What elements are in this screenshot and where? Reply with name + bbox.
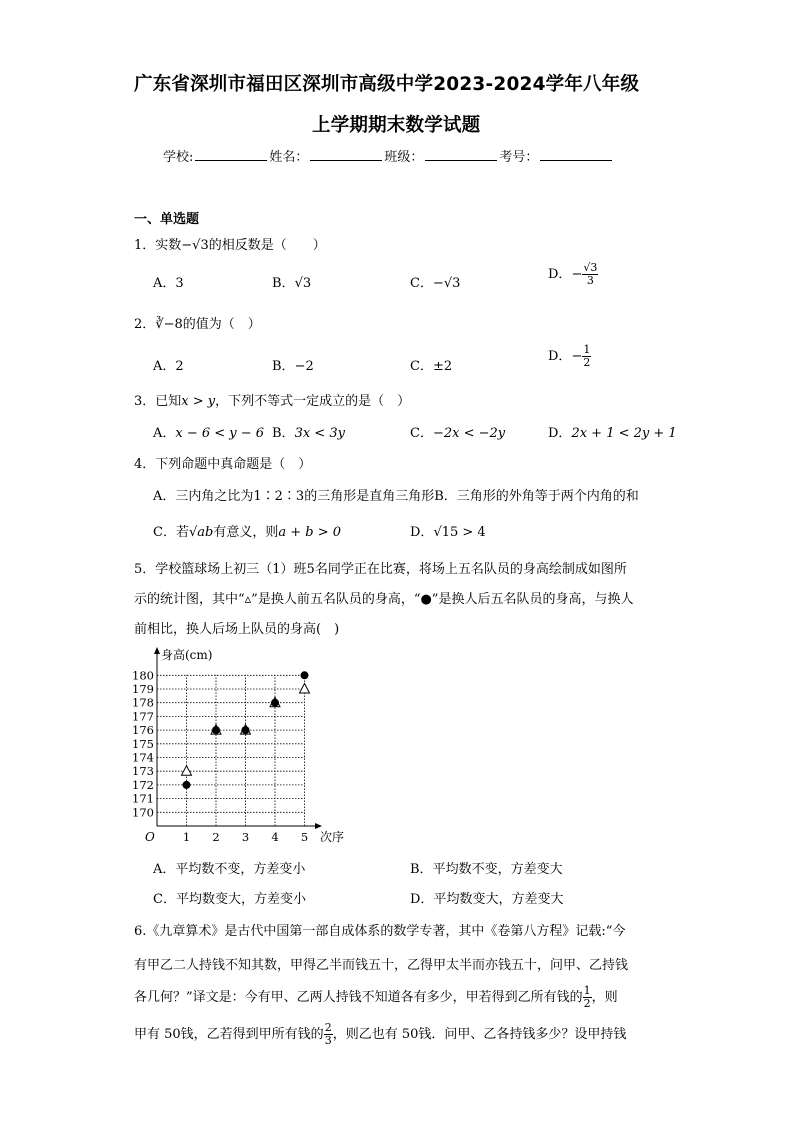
y-tick-label: 170 (132, 805, 154, 820)
option-label: D． (410, 892, 434, 907)
q4-option-c[interactable] (153, 521, 341, 540)
y-tick-label: 171 (132, 791, 154, 806)
option-value: 平均数变大，方差变小 (175, 892, 306, 907)
q3-stem (134, 390, 410, 409)
option-math: √15 > 4 (433, 525, 486, 540)
y-tick-label: 175 (132, 736, 154, 751)
y-tick-label: 174 (132, 750, 154, 765)
x-tick-label: 3 (241, 830, 250, 844)
page-title-line1: 广东省深圳市福田区深圳市高级中学2023-2024学年八年级 (134, 74, 640, 95)
option-label: D． (548, 349, 572, 364)
q2-stem-math: ∛−8 (155, 317, 183, 332)
option-value: √3 (294, 276, 312, 291)
q5-option-c[interactable] (153, 888, 306, 907)
fraction-denominator: 2 (583, 356, 591, 369)
class-blank[interactable] (425, 148, 497, 161)
q2-stem: 2．∛−8的值为（ ） (134, 317, 261, 332)
option-label: B． (272, 359, 295, 374)
y-tick-label: 173 (132, 764, 154, 779)
x-tick-label: 1 (182, 830, 191, 844)
page-title-line2: 上学期期末数学试题 (312, 115, 481, 136)
y-tick-label: 172 (132, 777, 154, 792)
q2-option-c[interactable] (410, 355, 452, 374)
fraction-numerator: 1 (583, 984, 591, 997)
option-text: C．若 (153, 525, 189, 540)
x-tick-label: 4 (271, 830, 279, 844)
option-value: 2x + 1 < 2y + 1 (571, 426, 677, 441)
q4-option-d[interactable] (410, 521, 486, 540)
option-math: √ab (188, 525, 214, 540)
option-label: D． (548, 267, 572, 282)
q1-option-a[interactable] (153, 272, 184, 291)
name-blank[interactable] (310, 148, 382, 161)
dot-point (271, 699, 279, 707)
fraction-denominator: 2 (583, 997, 591, 1010)
option-text: A．三内角之比为 (153, 489, 254, 504)
option-label: A． (153, 359, 176, 374)
q6-text: 各几何？”译文是：今有甲、乙两人持钱不知道各有多少，甲若得到乙所有钱的 (134, 990, 583, 1005)
id-blank[interactable] (540, 148, 612, 161)
q6-line1: 6.《九章算术》是古代中国第一部自成体系的数学专著，其中《卷第八方程》记载:“今 (134, 924, 626, 939)
option-value: 3x < 3y (294, 426, 345, 441)
origin-label: O (145, 830, 155, 844)
option-label: A． (153, 862, 176, 877)
triangle-point (300, 684, 310, 694)
q6-text: 甲有 50钱，乙若得到甲所有钱的 (134, 1027, 324, 1042)
q1-option-b[interactable] (272, 272, 311, 291)
option-label: C． (410, 276, 433, 291)
q3-option-b[interactable] (272, 422, 345, 441)
q5-line3: 前相比，换人后场上队员的身高( ) (134, 622, 340, 637)
option-label: A． (153, 426, 176, 441)
option-value: 平均数变大，方差变大 (433, 892, 564, 907)
y-axis-arrow (154, 647, 160, 654)
q2-option-b[interactable] (272, 355, 314, 374)
dot-point (242, 726, 250, 734)
y-tick-label: 176 (132, 723, 154, 738)
option-value: 平均数不变，方差变大 (432, 862, 563, 877)
q5-line2: 示的统计图，其中“▵”是换人前五名队员的身高，“●”是换人后五名队员的身高，与换人 (134, 592, 634, 607)
q1-option-d[interactable] (548, 262, 598, 287)
y-tick-label: 179 (132, 682, 154, 696)
q5-option-b[interactable] (410, 858, 563, 877)
q6-line2: 有甲乙二人持钱不知其数，甲得乙半而钱五十，乙得甲太半而亦钱五十，问甲、乙持钱 (134, 958, 629, 973)
x-axis-arrow (315, 823, 322, 829)
q2-option-d[interactable] (548, 344, 591, 369)
dot-point (183, 781, 191, 789)
fraction-denominator: 3 (586, 274, 594, 287)
q6-text-2: ，则乙也有 50钱．问甲、乙各持钱多少？设甲持钱 (332, 1027, 627, 1042)
q3-option-a[interactable] (153, 422, 264, 441)
q5-line1: 5．学校篮球场上初三（1）班5名同学正在比赛，将场上五名队员的身高绘制成如图所 (134, 562, 627, 577)
option-value: −2x < −2y (432, 426, 506, 441)
option-value: ±2 (432, 359, 453, 374)
q1-stem-math: −√3 (181, 238, 209, 253)
fraction-numerator: √3 (583, 261, 598, 274)
option-label: C． (153, 892, 176, 907)
fraction-numerator: 2 (324, 1021, 332, 1034)
name-label: 姓名： (269, 150, 309, 165)
option-value: −√3 (432, 276, 461, 291)
q6-line3 (134, 985, 618, 1010)
y-tick-label: 180 (132, 668, 154, 683)
option-label: B． (272, 426, 295, 441)
q3-option-d[interactable] (548, 422, 677, 441)
q5-option-a[interactable] (153, 858, 305, 877)
option-math: 1∶2∶3 (253, 489, 305, 504)
option-math-2: a + b > 0 (278, 525, 341, 540)
option-label: A． (153, 276, 176, 291)
q4-option-b[interactable]: B．三角形的外角等于两个内角的和 (434, 489, 639, 504)
school-label: 学校: (163, 150, 194, 165)
option-value: −2 (294, 359, 314, 374)
fraction-numerator: 1 (583, 343, 591, 356)
option-value: 平均数不变，方差变小 (175, 862, 306, 877)
option-value: 2 (175, 359, 184, 374)
triangle-point (182, 766, 192, 776)
option-value: x − 6 < y − 6 (175, 426, 265, 441)
q1-option-c[interactable] (410, 272, 460, 291)
q6-text-2: ，则 (591, 990, 618, 1005)
section-heading: 一、单选题 (134, 212, 200, 227)
q4-stem: 4．下列命题中真命题是（ ） (134, 457, 312, 472)
option-label: D． (410, 525, 434, 540)
q1-stem-text-2: 的相反数是（ ） (208, 238, 326, 253)
option-value: 3 (175, 276, 184, 291)
y-tick-label: 178 (132, 695, 154, 710)
q2-option-a[interactable] (153, 355, 184, 374)
option-text-2: 的三角形是直角三角形 (304, 489, 435, 504)
class-label: 班级： (384, 150, 424, 165)
x-axis-label: 次序 (320, 830, 345, 844)
q3-stem-math: x > y (181, 394, 216, 409)
fraction-denominator: 3 (324, 1034, 332, 1047)
school-blank[interactable] (195, 148, 267, 161)
y-tick-label: 177 (132, 709, 154, 724)
q5-option-d[interactable] (410, 888, 563, 907)
info-fields (163, 146, 614, 165)
q1-stem-text: 1．实数 (134, 238, 182, 253)
y-axis-label: 身高(cm) (161, 648, 213, 662)
q3-option-c[interactable] (410, 422, 505, 441)
dot-point (212, 726, 220, 734)
option-label: C． (410, 426, 433, 441)
q6-line4 (134, 1022, 626, 1047)
x-tick-label: 2 (212, 830, 220, 844)
option-text-2: 有意义，则 (213, 525, 279, 540)
option-label: D． (548, 426, 572, 441)
q1-stem (134, 234, 326, 253)
dot-point (301, 671, 309, 679)
q2-stem-text: 的值为（ ） (182, 317, 261, 332)
option-sign: − (571, 349, 583, 364)
option-label: C． (410, 359, 433, 374)
q3-stem-text: 3．已知 (134, 394, 182, 409)
option-label: B． (410, 862, 433, 877)
q3-stem-text-2: ，下列不等式一定成立的是（ ） (215, 394, 411, 409)
option-label: B． (272, 276, 295, 291)
id-label: 考号： (499, 150, 539, 165)
option-sign: − (571, 267, 583, 282)
x-tick-label: 5 (300, 830, 309, 844)
q4-option-a[interactable] (153, 485, 639, 504)
height-scatter-chart (130, 643, 360, 848)
